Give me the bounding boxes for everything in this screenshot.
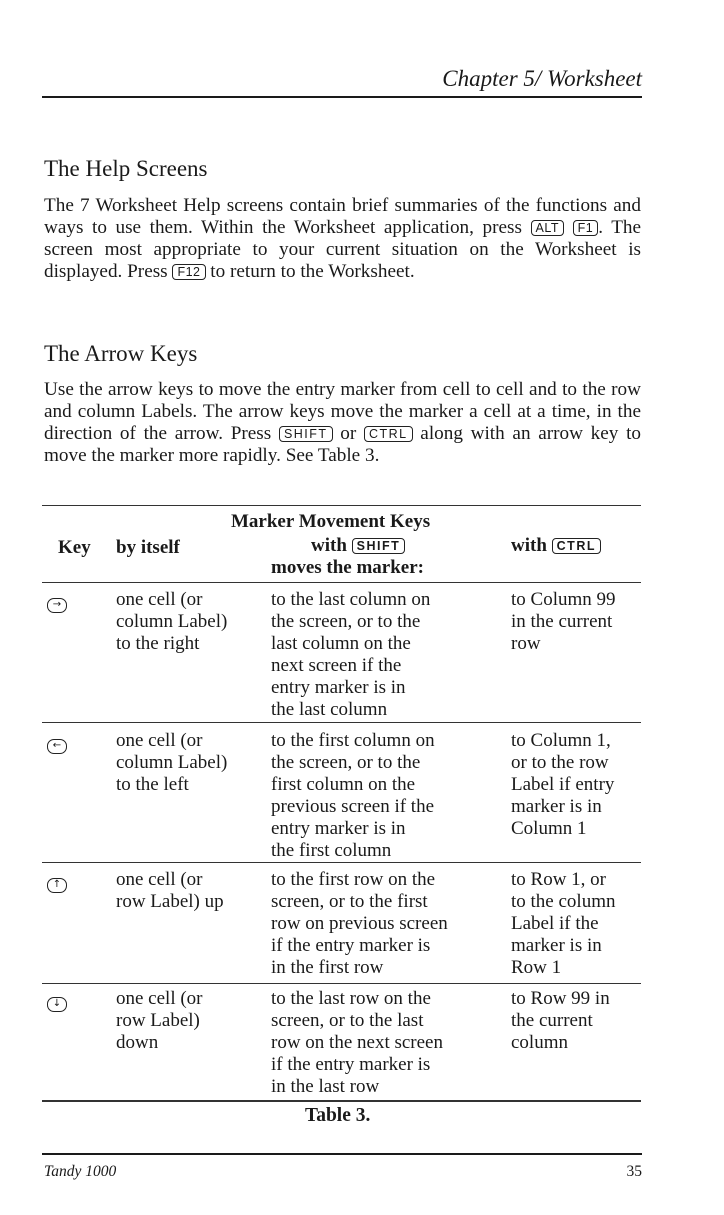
- cell-line: or to the row: [511, 752, 609, 773]
- arrow-or: or: [340, 423, 357, 444]
- cell-line: screen, or to the last: [271, 1010, 424, 1031]
- cell-line: in the first row: [271, 957, 384, 978]
- row-divider: [42, 862, 641, 863]
- col-header-shift-suffix: moves the marker:: [271, 557, 425, 578]
- cell-line: first column on the: [271, 774, 416, 795]
- cell-line: row Label) up: [116, 891, 224, 912]
- row-2-shift: [271, 730, 435, 862]
- cell-line: Label if entry: [511, 774, 615, 795]
- arrow-keys-heading: The Arrow Keys: [44, 341, 198, 366]
- footer-title: Tandy 1000: [44, 1163, 117, 1180]
- table-header-rule: [42, 582, 641, 583]
- ctrl-key: CTRL: [364, 426, 413, 442]
- left-arrow-key-icon: ←: [47, 739, 67, 754]
- cell-line: Label if the: [511, 913, 599, 934]
- table-row: [47, 594, 67, 613]
- row-2-ctrl: [511, 730, 614, 840]
- col-header-key: Key: [58, 537, 91, 558]
- table-caption: Table 3.: [305, 1105, 371, 1126]
- row-2-itself: [116, 730, 227, 796]
- cell-line: to the last column on: [271, 589, 431, 610]
- help-screens-paragraph: [44, 195, 641, 283]
- cell-line: to the column: [511, 891, 616, 912]
- row-1-itself: [116, 589, 227, 655]
- cell-line: row on previous screen: [271, 913, 448, 934]
- arrow-text-2: along with an arrow key to move the marker more rapidly. See Table 3.: [44, 423, 642, 466]
- row-3-ctrl: [511, 869, 615, 979]
- cell-line: the current: [511, 1010, 593, 1031]
- row-4-itself: [116, 988, 203, 1054]
- table-title: Marker Movement Keys: [231, 511, 431, 532]
- help-text-2: . The screen most appropriate to your current situation on the Worksheet is displayed. Press: [44, 217, 642, 282]
- help-text-1: The 7 Worksheet Help screens contain brief summaries of the functions and ways to use them. Within the Worksheet application, press: [44, 195, 641, 238]
- cell-line: column Label): [116, 752, 228, 773]
- arrow-text-1: Use the arrow keys to move the entry marker from cell to cell and to the row and column Labels. The arrow keys move the marker a cell at a time, in the direction of the arrow. Press: [44, 379, 641, 444]
- row-1-shift: [271, 589, 430, 721]
- cell-line: the screen, or to the: [271, 752, 421, 773]
- row-divider: [42, 983, 641, 984]
- cell-line: in the last row: [271, 1076, 380, 1097]
- cell-line: last column on the: [271, 633, 411, 654]
- page-number: 35: [626, 1163, 642, 1180]
- row-3-itself: [116, 869, 224, 913]
- cell-line: next screen if the: [271, 655, 402, 676]
- footer-rule: [42, 1153, 642, 1155]
- cell-line: to the first column on: [271, 730, 435, 751]
- cell-line: entry marker is in: [271, 818, 406, 839]
- col-header-ctrl-key: CTRL: [552, 538, 601, 554]
- up-arrow-key-icon: ↑: [47, 878, 67, 893]
- header-rule: [42, 96, 642, 98]
- row-4-shift: [271, 988, 443, 1098]
- cell-line: the screen, or to the: [271, 611, 421, 632]
- cell-line: screen, or to the first: [271, 891, 428, 912]
- cell-line: row: [511, 633, 541, 654]
- col-header-ctrl: [511, 535, 601, 557]
- cell-line: the first column: [271, 840, 392, 861]
- row-4-ctrl: [511, 988, 610, 1054]
- cell-line: entry marker is in: [271, 677, 406, 698]
- cell-line: Column 1: [511, 818, 587, 839]
- cell-line: to the first row on the: [271, 869, 436, 890]
- cell-line: the last column: [271, 699, 388, 720]
- down-arrow-key-icon: ↓: [47, 997, 67, 1012]
- cell-line: column Label): [116, 611, 228, 632]
- table-row: [47, 874, 67, 893]
- col-header-shift: [311, 535, 405, 557]
- cell-line: to the left: [116, 774, 189, 795]
- cell-line: one cell (or: [116, 988, 203, 1009]
- row-1-ctrl: [511, 589, 616, 655]
- chapter-header: Chapter 5/ Worksheet: [442, 66, 642, 91]
- shift-key: SHIFT: [279, 426, 333, 442]
- cell-line: row Label): [116, 1010, 200, 1031]
- alt-key: ALT: [531, 220, 565, 236]
- arrow-keys-paragraph: [44, 379, 641, 467]
- col-header-shift-prefix: with: [311, 535, 347, 556]
- cell-line: to Column 99: [511, 589, 616, 610]
- help-text-3: to return to the Worksheet.: [210, 261, 415, 282]
- cell-line: in the current: [511, 611, 613, 632]
- cell-line: one cell (or: [116, 730, 203, 751]
- cell-line: if the entry marker is: [271, 935, 431, 956]
- cell-line: if the entry marker is: [271, 1054, 431, 1075]
- table-bottom-rule: [42, 1100, 641, 1102]
- table-row: [47, 993, 67, 1012]
- col-header-ctrl-prefix: with: [511, 535, 547, 556]
- cell-line: to Column 1,: [511, 730, 611, 751]
- cell-line: row on the next screen: [271, 1032, 443, 1053]
- cell-line: to the right: [116, 633, 200, 654]
- row-3-shift: [271, 869, 448, 979]
- cell-line: Row 1: [511, 957, 562, 978]
- col-header-itself: by itself: [116, 537, 180, 558]
- f12-key: F12: [172, 264, 205, 280]
- cell-line: to Row 1, or: [511, 869, 606, 890]
- cell-line: one cell (or: [116, 589, 203, 610]
- cell-line: to the last row on the: [271, 988, 431, 1009]
- cell-line: column: [511, 1032, 568, 1053]
- table-row: [47, 735, 67, 754]
- row-divider: [42, 722, 641, 723]
- cell-line: previous screen if the: [271, 796, 435, 817]
- cell-line: one cell (or: [116, 869, 203, 890]
- cell-line: marker is in: [511, 935, 602, 956]
- help-screens-heading: The Help Screens: [44, 156, 208, 181]
- cell-line: to Row 99 in: [511, 988, 610, 1009]
- cell-line: marker is in: [511, 796, 602, 817]
- col-header-shift-key: SHIFT: [352, 538, 406, 554]
- table-top-rule: [42, 505, 641, 506]
- cell-line: down: [116, 1032, 159, 1053]
- right-arrow-key-icon: →: [47, 598, 67, 613]
- f1-key: F1: [573, 220, 599, 236]
